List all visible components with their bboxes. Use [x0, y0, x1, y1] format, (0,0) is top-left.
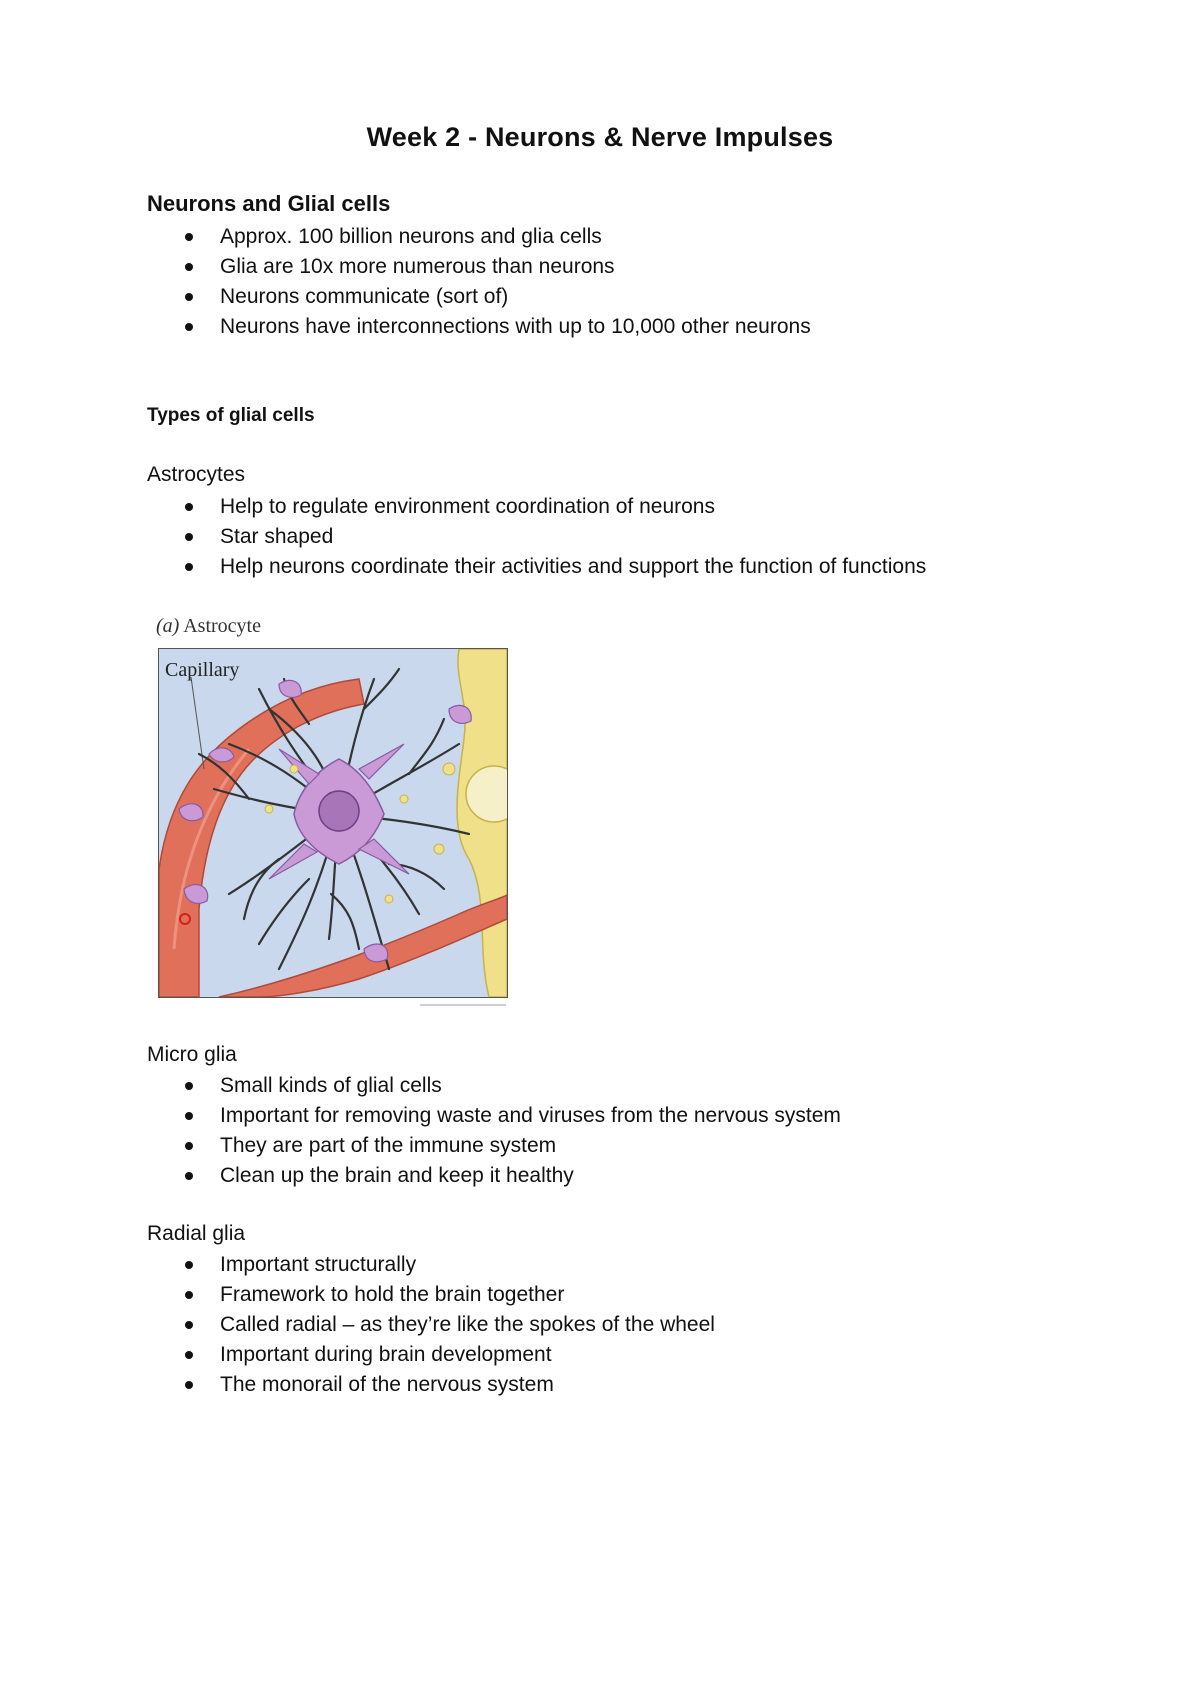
astrocytes-label: Astrocytes: [147, 463, 246, 486]
bullet-icon: [185, 293, 193, 301]
page-title: Week 2 - Neurons & Nerve Impulses: [366, 122, 834, 152]
types-glial-heading: Types of glial cells: [147, 405, 315, 426]
list-item: They are part of the immune system: [147, 1131, 841, 1161]
microglia-label: Micro glia: [147, 1043, 237, 1066]
radial-glia-list: [147, 1250, 715, 1400]
list-item: Star shaped: [147, 522, 926, 552]
figure-caption: [156, 615, 261, 638]
section-heading-neurons-glia: Neurons and Glial cells: [147, 191, 391, 216]
bullet-icon: [185, 1381, 193, 1389]
list-item: Glia are 10x more numerous than neurons: [147, 252, 811, 282]
bullet-icon: [185, 1351, 193, 1359]
bullet-icon: [185, 263, 193, 271]
figure-title: Astrocyte: [183, 615, 261, 637]
radial-glia-label: Radial glia: [147, 1222, 246, 1245]
bullet-icon: [185, 1291, 193, 1299]
astrocytes-list: [147, 492, 926, 582]
bullet-icon: [185, 1082, 193, 1090]
list-item: Help neurons coordinate their activities and support the function of functions: [147, 552, 926, 582]
bullet-icon: [185, 563, 193, 571]
list-item: Approx. 100 billion neurons and glia cells: [147, 222, 811, 252]
bullet-icon: [185, 1321, 193, 1329]
list-item: The monorail of the nervous system: [147, 1370, 715, 1400]
list-item: Important during brain development: [147, 1340, 715, 1370]
bullet-icon: [185, 1112, 193, 1120]
bullet-icon: [185, 1142, 193, 1150]
list-item: Small kinds of glial cells: [147, 1071, 841, 1101]
bullet-icon: [185, 1172, 193, 1180]
bullet-icon: [185, 503, 193, 511]
bullet-icon: [185, 533, 193, 541]
microglia-list: [147, 1071, 841, 1191]
neurons-glia-list: [147, 222, 811, 342]
figure-footnote-line: [420, 1004, 506, 1006]
list-item: Framework to hold the brain together: [147, 1280, 715, 1310]
list-item: Neurons communicate (sort of): [147, 282, 811, 312]
bullet-icon: [185, 233, 193, 241]
astrocyte-drawing: [159, 649, 507, 997]
bullet-icon: [185, 1261, 193, 1269]
astrocyte-illustration: [158, 648, 508, 998]
list-item: Help to regulate environment coordination of neurons: [147, 492, 926, 522]
list-item: Clean up the brain and keep it healthy: [147, 1161, 841, 1191]
capillary-label: Capillary: [165, 659, 240, 681]
list-item: Called radial – as they’re like the spokes of the wheel: [147, 1310, 715, 1340]
figure-letter: (a): [156, 615, 180, 637]
list-item: Important structurally: [147, 1250, 715, 1280]
bullet-icon: [185, 323, 193, 331]
list-item: Important for removing waste and viruses from the nervous system: [147, 1101, 841, 1131]
list-item: Neurons have interconnections with up to 10,000 other neurons: [147, 312, 811, 342]
